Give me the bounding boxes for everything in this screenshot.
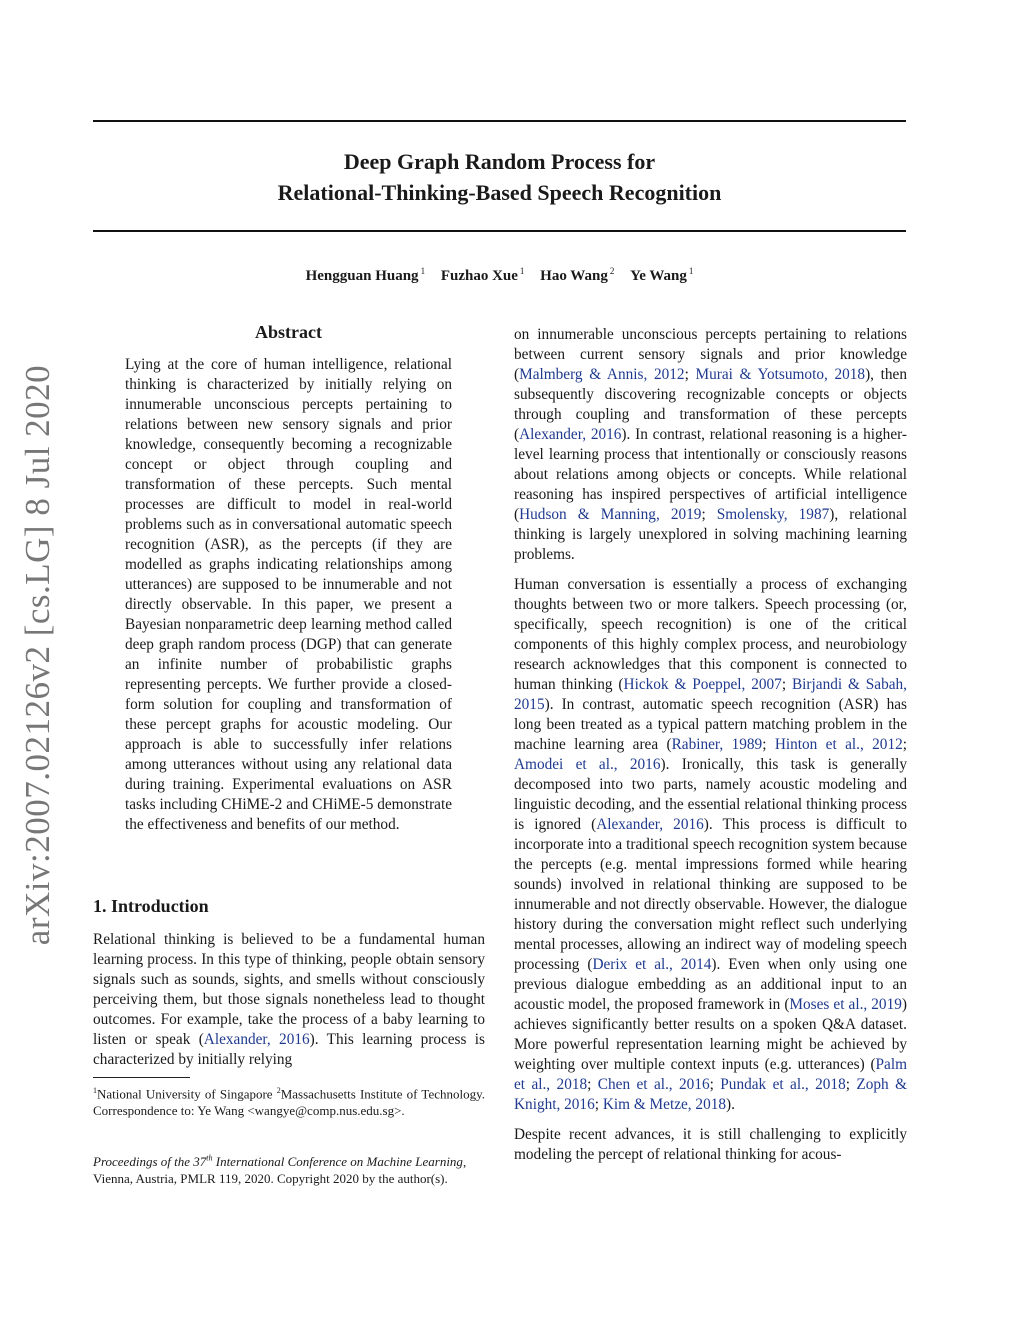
title-line-1: Deep Graph Random Process for — [343, 149, 656, 174]
proceedings-note: Proceedings of the 37th International Conference on Machine Learning, Vienna, Austria, PMLR 119, 2020. Copyright 2020 by the author(s). — [93, 1154, 467, 1187]
citation-link[interactable]: Murai & Yotsumoto, 2018 — [695, 366, 866, 383]
body-text: ). In contrast, automatic speech recognition (ASR) has long been treated as a typical pattern matching problem in the machine learning area ( — [514, 696, 907, 753]
body-text: ; — [701, 506, 717, 523]
body-text: ). Ironically, this task is generally decomposed into two parts, namely acoustic modeling and linguistic decoding, and the essential relational thinking process is ignored ( — [514, 756, 908, 833]
right-paragraph-1 — [514, 325, 907, 565]
citation-link[interactable]: Moses et al., 2019 — [789, 996, 902, 1013]
body-text: ; — [762, 736, 775, 753]
body-text: ; — [902, 736, 907, 753]
citation-link[interactable]: Hudson & Manning, 2019 — [519, 506, 702, 523]
citation-link[interactable]: Birjandi & Sabah, 2015 — [514, 676, 908, 713]
body-text: Despite recent advances, it is still challenging to explicitly modeling the percept of relational thinking for acous- — [514, 1126, 907, 1163]
intro-paragraph-left: Relational thinking is believed to be a fundamental human learning process. In this type of thinking, people obtain sensory signals such as sounds, sights, and smells without consciously perceiving them, but those signals nonetheless lead to thought outcomes. For example, take the process of a baby learning to listen or speak (Alexander, 2016). This learning process is characterized by initially relying — [93, 931, 485, 1068]
right-paragraph-3 — [514, 1125, 907, 1165]
body-text: ; — [587, 1076, 598, 1093]
citation-link[interactable]: Palm et al., 2018 — [514, 1056, 907, 1093]
right-paragraph-2 — [514, 575, 907, 1115]
title-line-2: Relational-Thinking-Based Speech Recognition — [277, 180, 722, 205]
citation-link[interactable]: Malmberg & Annis, 2012 — [519, 366, 685, 383]
citation-link[interactable]: Rabiner, 1989 — [671, 736, 763, 753]
arxiv-side-label: arXiv:2007.02126v2 [cs.LG] 8 Jul 2020 — [18, 364, 57, 946]
author: Hengguan Huang $^1$ — [305, 266, 426, 284]
body-text: ). Even when only using one previous dialogue embedding as an additional input to an acoustic model, the proposed framework in ( — [514, 956, 907, 1013]
body-text: ) achieves significantly better results on a spoken Q&A dataset. More powerful representation learning might be achieved by weighting over multiple context inputs (e.g. utterances) ( — [514, 996, 907, 1073]
citation-link[interactable]: Alexander, 2016 — [203, 1031, 310, 1048]
body-text: ; — [781, 676, 792, 693]
citation-link[interactable]: Chen et al., 2016 — [597, 1076, 710, 1093]
author: Ye Wang $^1$ — [630, 266, 694, 284]
body-text: ; — [594, 1096, 603, 1113]
citation-link[interactable]: Alexander, 2016 — [519, 426, 622, 443]
affiliation-footnote: $^1$National University of Singapore $^2$Massachusetts Institute of Technology. Correspondence to: Ye Wang <wangye@comp.nus.edu.sg>. — [93, 1086, 486, 1119]
abstract-body — [125, 355, 452, 835]
abstract-heading: Abstract — [255, 322, 322, 342]
body-text: ), relational thinking is largely unexplored in solving machining learning problems. — [514, 506, 907, 563]
body-text: ). This process is difficult to incorporate into a traditional speech recognition system because the percepts (e.g. mental impressions formed while hearing sounds) involved in relational thinking are supposed to be innumerable and not directly observable. However, the dialogue history during the conversation might reflect such underlying mental processes, allowing an indirect way of modeling speech processing ( — [514, 816, 907, 973]
citation-link[interactable]: Zoph & Knight, 2016 — [514, 1076, 907, 1113]
right-column — [514, 325, 907, 1165]
paper-title — [93, 146, 906, 208]
body-text: ). In contrast, relational reasoning is a higher-level learning process that intentionally or consciously reasons about relations among objects or concepts. While relational reasoning has inspired perspectives of artificial intelligence ( — [514, 426, 907, 523]
body-text: ; — [845, 1076, 857, 1093]
body-text: ). — [726, 1096, 735, 1113]
citation-link[interactable]: Alexander, 2016 — [596, 816, 704, 833]
citation-link[interactable]: Derix et al., 2014 — [592, 956, 712, 973]
body-text: Human conversation is essentially a process of exchanging thoughts between two or more talkers. Speech processing (or, specifically, speech recognition) is one of the critical components of this highly complex process, and neurobiology research acknowledges that this component is connected to human thinking ( — [514, 576, 907, 693]
title-bottom-rule — [93, 230, 906, 232]
body-text: ; — [709, 1076, 721, 1093]
citation-link[interactable]: Hinton et al., 2012 — [774, 736, 903, 753]
section-heading-introduction: 1. Introduction — [93, 896, 209, 916]
title-top-rule — [93, 120, 906, 122]
citation-link[interactable]: Smolensky, 1987 — [716, 506, 830, 523]
footnote-rule — [93, 1077, 190, 1078]
citation-link[interactable]: Kim & Metze, 2018 — [602, 1096, 727, 1113]
citation-link[interactable]: Hickok & Poeppel, 2007 — [623, 676, 782, 693]
author-list — [93, 266, 906, 285]
body-text: ), then subsequently discovering recognizable concepts or objects through coupling and transformation of these percepts ( — [514, 366, 907, 443]
body-text: on innumerable unconscious percepts pertaining to relations between current sensory signals and prior knowledge ( — [514, 326, 907, 383]
abstract-text: Lying at the core of human intelligence, relational thinking is characterized by initially relying on innumerable unconscious percepts pertaining to relations between new sensory signals and prior knowledge, consequently becoming a recognizable concept or object through coupling and transformation of these percepts. Such mental processes are difficult to model in real-world problems such as in conversational automatic speech recognition (ASR), as the percepts (if they are modelled as graphs indicating relationships among utterances) are supposed to be innumerable and not directly observable. In this paper, we present a Bayesian nonparametric deep learning method called deep graph random process (DGP) that can generate an infinite number of probabilistic graphs representing percepts. We further provide a closed-form solution for coupling and transformation of these percept graphs for acoustic modeling. Our approach is able to successfully infer relations among utterances without using any relational data during training. Experimental evaluations on ASR tasks including CHiME-2 and CHiME-5 demonstrate the effectiveness and benefits of our method. — [125, 356, 452, 833]
body-text: ; — [684, 366, 696, 383]
author: Fuzhao Xue $^1$ — [440, 266, 525, 284]
citation-link[interactable]: Amodei et al., 2016 — [514, 756, 661, 773]
citation-link[interactable]: Pundak et al., 2018 — [720, 1076, 846, 1093]
author: Hao Wang $^2$ — [540, 266, 615, 284]
